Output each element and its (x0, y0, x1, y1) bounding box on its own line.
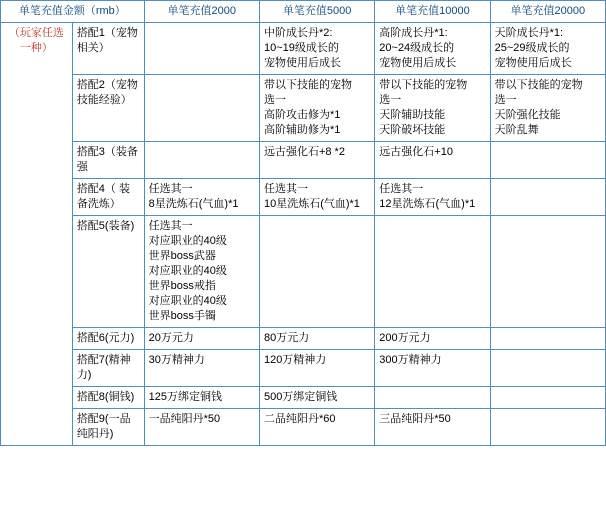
cell-r8-c2000: 125万绑定铜钱 (144, 387, 259, 409)
cell-r9-c10000: 三品纯阳丹*50 (375, 409, 490, 446)
table-body (1, 23, 606, 446)
cell-r1-c10000: 高阶成长丹*1: 20~24级成长的 宠物使用后成长 (375, 23, 490, 75)
header-recharge-10000: 单笔充值10000 (375, 1, 490, 23)
table-row (1, 328, 606, 350)
cell-r4-c10000: 任选其一 12星洗炼石(气血)*1 (375, 179, 490, 216)
table-head (1, 1, 606, 23)
table-row (1, 23, 606, 75)
cell-r5-c2000: 任选其一 对应职业的40级 世界boss武器 对应职业的40级 世界boss戒指 对应职业的40级 世界boss手镯 (144, 216, 259, 328)
cell-r1-c20000: 天阶成长丹*1: 25~29级成长的 宠物使用后成长 (490, 23, 605, 75)
cell-r2-c5000: 带以下技能的宠物 选一 高阶攻击修为*1 高阶辅助修为*1 (259, 75, 374, 142)
cell-r8-c20000 (490, 387, 605, 409)
cell-r2-c10000: 带以下技能的宠物 选一 天阶辅助技能 天阶破坏技能 (375, 75, 490, 142)
combo-name-6: 搭配6(元力) (72, 328, 144, 350)
cell-r1-c5000: 中阶成长丹*2: 10~19级成长的 宠物使用后成长 (259, 23, 374, 75)
cell-r4-c20000 (490, 179, 605, 216)
cell-r5-c20000 (490, 216, 605, 328)
cell-r9-c5000: 二品纯阳丹*60 (259, 409, 374, 446)
cell-r5-c5000 (259, 216, 374, 328)
cell-r3-c20000 (490, 142, 605, 179)
header-amount: 单笔充值金额（rmb） (1, 1, 145, 23)
cell-r3-c10000: 远古强化石+10 (375, 142, 490, 179)
table-row (1, 350, 606, 387)
cell-r6-c10000: 200万元力 (375, 328, 490, 350)
cell-r9-c20000 (490, 409, 605, 446)
table-row (1, 179, 606, 216)
cell-r9-c2000: 一品纯阳丹*50 (144, 409, 259, 446)
cell-r3-c2000 (144, 142, 259, 179)
header-recharge-20000: 单笔充值20000 (490, 1, 605, 23)
cell-r6-c2000: 20万元力 (144, 328, 259, 350)
table-row (1, 409, 606, 446)
combo-name-8: 搭配8(铜钱) (72, 387, 144, 409)
header-recharge-5000: 单笔充值5000 (259, 1, 374, 23)
combo-name-4: 搭配4（ 装备洗炼） (72, 179, 144, 216)
cell-r7-c2000: 30万精神力 (144, 350, 259, 387)
header-recharge-2000: 单笔充值2000 (144, 1, 259, 23)
combo-name-9: 搭配9(一品纯阳丹) (72, 409, 144, 446)
cell-r6-c5000: 80万元力 (259, 328, 374, 350)
cell-r7-c5000: 120万精神力 (259, 350, 374, 387)
table-row (1, 142, 606, 179)
combo-name-3: 搭配3（装备强 (72, 142, 144, 179)
cell-r8-c5000: 500万绑定铜钱 (259, 387, 374, 409)
table-header-row (1, 1, 606, 23)
combo-name-2: 搭配2（宠物技能经验） (72, 75, 144, 142)
cell-r3-c5000: 远古强化石+8 *2 (259, 142, 374, 179)
cell-r2-c20000: 带以下技能的宠物 选一 天阶强化技能 天阶乱舞 (490, 75, 605, 142)
table-row (1, 75, 606, 142)
combo-name-1: 搭配1（宠物相关） (72, 23, 144, 75)
cell-r2-c2000 (144, 75, 259, 142)
combo-name-7: 搭配7(精神力) (72, 350, 144, 387)
combo-name-5: 搭配5(装备) (72, 216, 144, 328)
cell-r8-c10000 (375, 387, 490, 409)
table-row (1, 387, 606, 409)
cell-r5-c10000 (375, 216, 490, 328)
cell-r1-c2000 (144, 23, 259, 75)
table-row (1, 216, 606, 328)
cell-r4-c5000: 任选其一 10星洗炼石(气血)*1 (259, 179, 374, 216)
cell-r6-c20000 (490, 328, 605, 350)
cell-r4-c2000: 任选其一 8星洗炼石(气血)*1 (144, 179, 259, 216)
player-choice-label: （玩家任选一种） (1, 23, 73, 446)
cell-r7-c20000 (490, 350, 605, 387)
cell-r7-c10000: 300万精神力 (375, 350, 490, 387)
